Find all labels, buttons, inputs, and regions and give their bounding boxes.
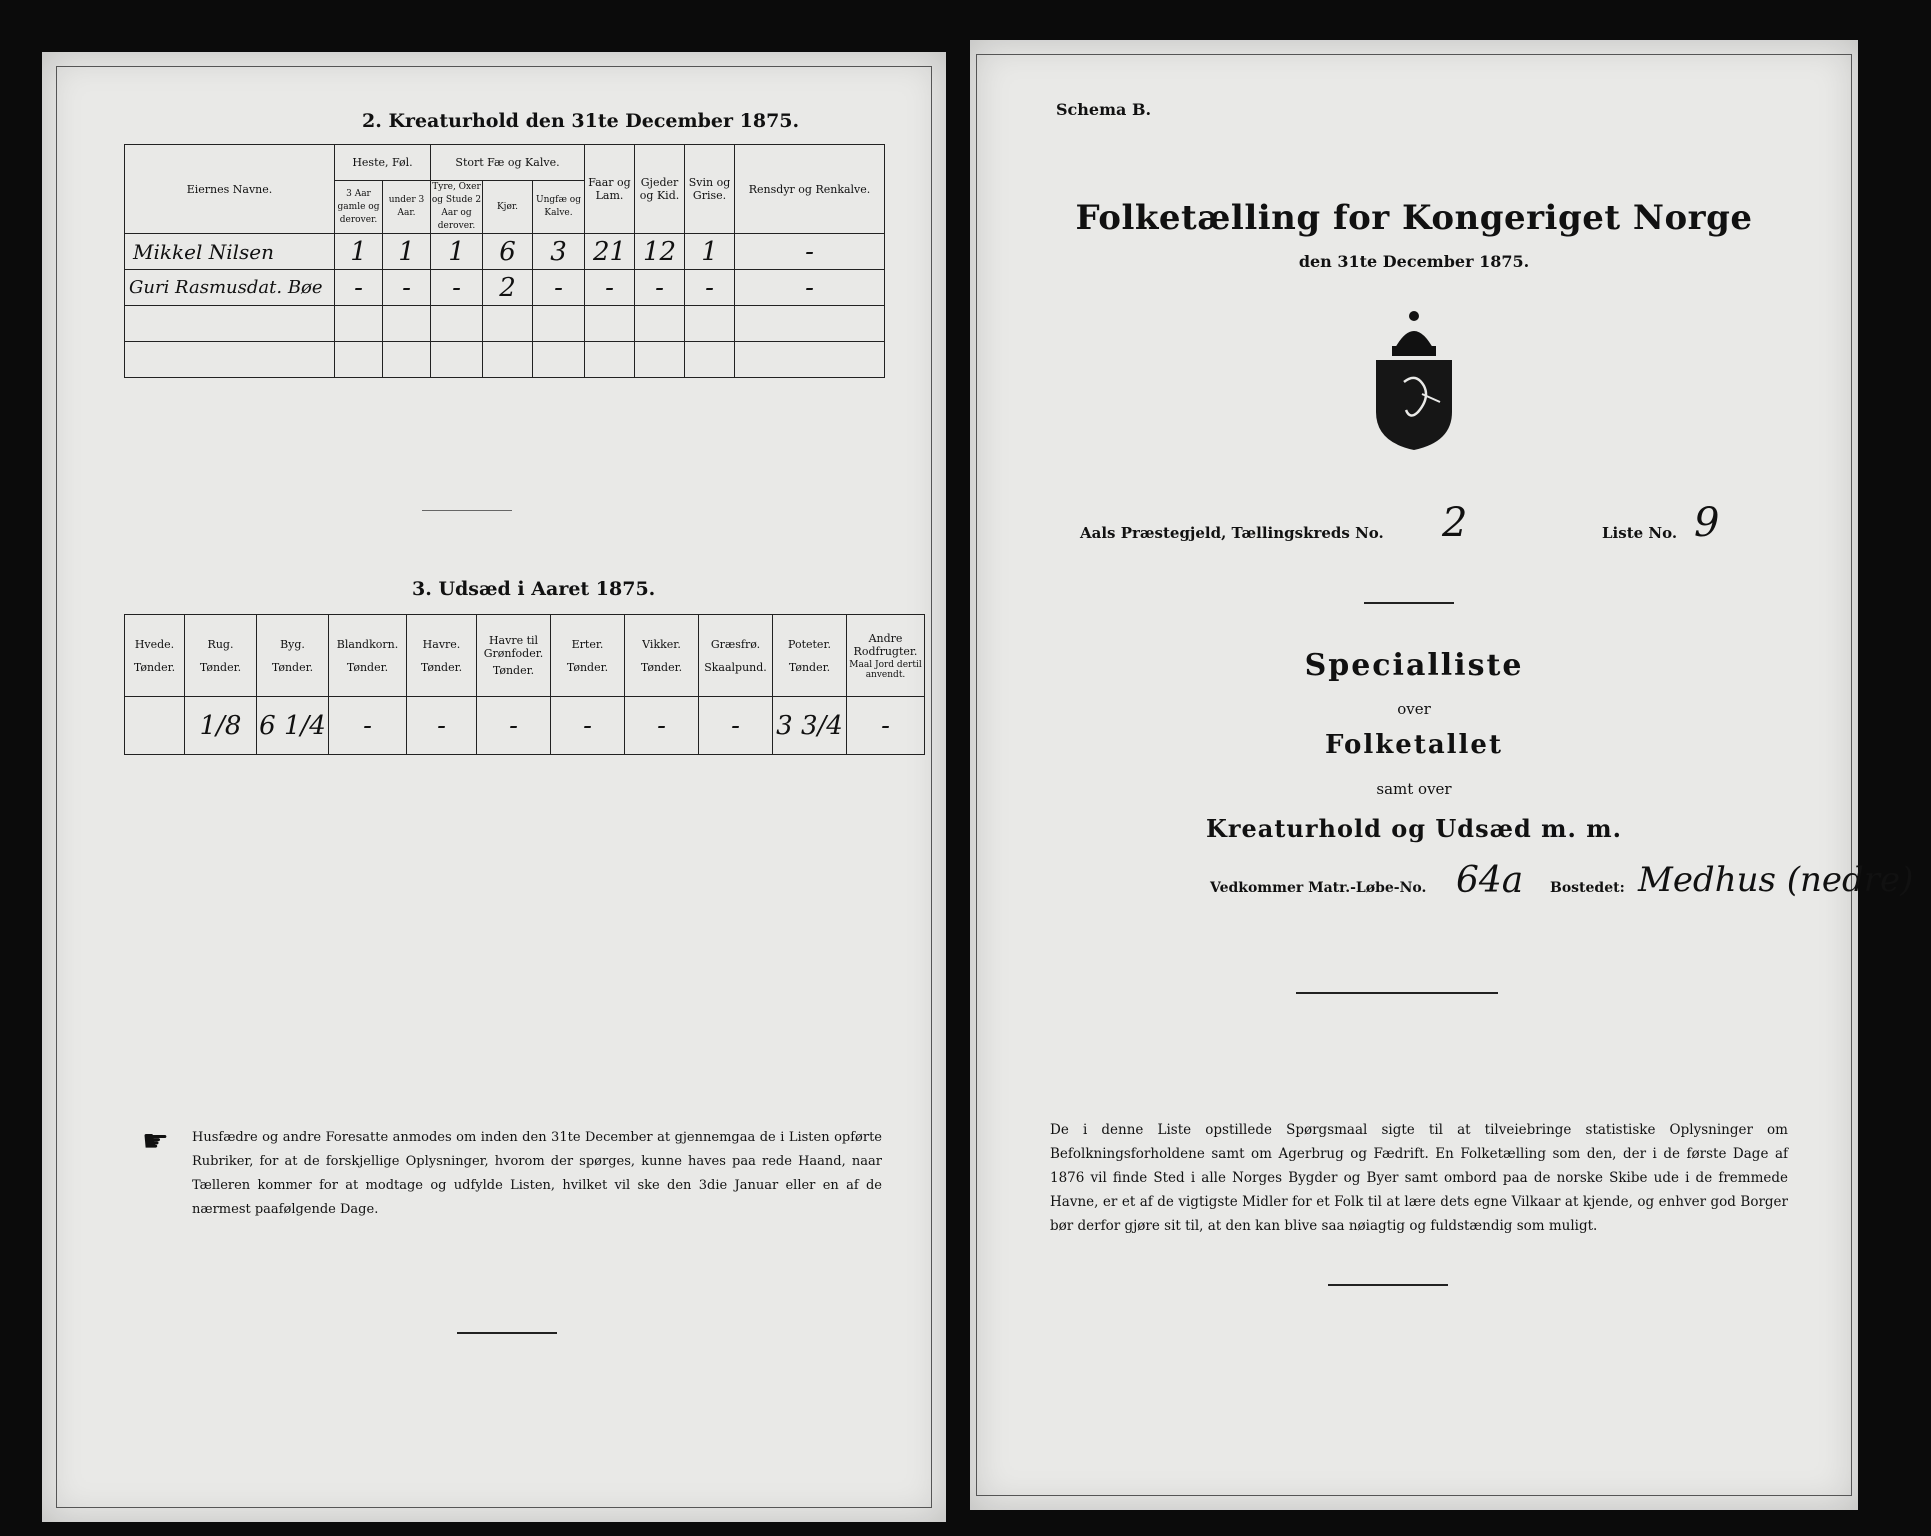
header-pigs: Svin og Grise. (685, 145, 735, 234)
header-sheep: Faar og Lam. (585, 145, 635, 234)
left-page (42, 52, 946, 1522)
folketallet-heading: Folketallet (1325, 730, 1503, 760)
divider (457, 1332, 557, 1334)
owner-name: Mikkel Nilsen (125, 234, 335, 270)
kreaturhold-heading: Kreaturhold og Udsæd m. m. (1206, 814, 1622, 843)
schema-label: Schema B. (1056, 100, 1152, 119)
cell-barley: 6 1/4 (257, 697, 329, 755)
header-grass-seed: Græsfrø. Skaalpund. (699, 615, 773, 697)
cell-horses-3: 1 (335, 234, 383, 270)
section3-title: 3. Udsæd i Aaret 1875. (412, 578, 656, 600)
table-row (125, 306, 885, 342)
header-cattle-b: Kjør. (483, 181, 533, 234)
sowing-table (124, 614, 925, 755)
cell-grass-seed: - (699, 697, 773, 755)
specialliste-heading: Specialliste (1304, 648, 1524, 683)
parish-label: Aals Præstegjeld, Tællingskreds No. (1080, 524, 1384, 542)
cell-reindeer: - (735, 270, 885, 306)
cell-pigs: - (685, 270, 735, 306)
cell-oats: - (407, 697, 477, 755)
divider (422, 510, 512, 511)
cell-goats: 12 (635, 234, 685, 270)
header-horses: Heste, Føl. (335, 145, 431, 181)
cell-horses-3: - (335, 270, 383, 306)
cell-goats: - (635, 270, 685, 306)
matr-label: Vedkommer Matr.-Løbe-No. (1210, 880, 1427, 896)
matr-number: 64a (1456, 860, 1524, 901)
pointing-hand-icon: ☛ (142, 1124, 169, 1159)
main-title: Folketælling for Kongeriget Norge (1075, 198, 1753, 238)
cell-sheep: - (585, 270, 635, 306)
cell-rye: 1/8 (185, 697, 257, 755)
cell-oxen: - (431, 270, 483, 306)
header-owner: Eiernes Navne. (125, 145, 335, 234)
date-line: den 31te December 1875. (1298, 252, 1530, 271)
over-word: over (1397, 700, 1431, 718)
header-wheat: Hvede. Tønder. (125, 615, 185, 697)
owner-name: Guri Rasmusdat. Bøe (125, 270, 335, 306)
list-label: Liste No. (1602, 524, 1678, 542)
cell-mixed-grain: - (329, 697, 407, 755)
info-paragraph: De i denne Liste opstillede Spørgsmaal sigte til at tilveiebringe statistiske Oplysninger om Befolkningsforholdene samt om Agerbrug og Fædrift. En Folketælling som den, der i de første Dage af 1876 vil finde Sted i alle Norges Bygder og Byer samt ombord paa de norske Skibe ude i de fremmede Havne, er et af de vigtigste Midler for et Folk til at lære dets egne Vilkaar at kjende, og enhver god Borger bør derfor gjøre sit til, at den kan blive saa nøiagtig og fuldstændig som muligt. (1050, 1122, 1788, 1234)
header-potatoes: Poteter. Tønder. (773, 615, 847, 697)
list-number: 9 (1694, 500, 1720, 546)
cell-peas: - (551, 697, 625, 755)
header-rye: Rug. Tønder. (185, 615, 257, 697)
cell-vetch: - (625, 697, 699, 755)
divider (1364, 602, 1454, 604)
divider (1328, 1284, 1448, 1286)
section2-title: 2. Kreaturhold den 31te December 1875. (362, 110, 800, 132)
header-peas: Erter. Tønder. (551, 615, 625, 697)
cell-reindeer: - (735, 234, 885, 270)
livestock-table (124, 144, 885, 378)
district-number: 2 (1442, 500, 1468, 546)
cell-horses-u3: - (383, 270, 431, 306)
samt-over-word: samt over (1376, 780, 1452, 798)
cell-oxen: 1 (431, 234, 483, 270)
cell-horses-u3: 1 (383, 234, 431, 270)
table-row (125, 270, 885, 306)
header-horses-b: under 3 Aar. (383, 181, 431, 234)
cell-young: - (533, 270, 585, 306)
cell-sheep: 21 (585, 234, 635, 270)
header-oats-green: Havre til Grønfoder. Tønder. (477, 615, 551, 697)
bosted-label: Bostedet: (1550, 880, 1625, 896)
table-row (125, 342, 885, 378)
header-cattle-a: Tyre, Oxer og Stude 2 Aar og derover. (431, 181, 483, 234)
header-oats: Havre. Tønder. (407, 615, 477, 697)
header-other-roots: Andre Rodfrugter. Maal Jord dertil anvendt. (847, 615, 925, 697)
cell-potatoes: 3 3/4 (773, 697, 847, 755)
header-cattle-c: Ungfæ og Kalve. (533, 181, 585, 234)
header-cattle: Stort Fæ og Kalve. (431, 145, 585, 181)
cell-cows: 2 (483, 270, 533, 306)
bosted-value: Medhus (nedre) (1638, 860, 1914, 900)
header-reindeer: Rensdyr og Renkalve. (735, 145, 885, 234)
header-barley: Byg. Tønder. (257, 615, 329, 697)
table-row (125, 234, 885, 270)
note-text: Husfædre og andre Foresatte anmodes om inden den 31te December at gjennemgaa de i Listen opførte Rubriker, for at de forskjellige Oplysninger, hvorom der spørges, kunne haves paa rede Haand, naar Tælleren kommer for at modtage og udfylde Listen, hvilket vil ske den 3die Januar eller en af de nærmest paafølgende Dage. (192, 1130, 882, 1217)
cell-other-roots: - (847, 697, 925, 755)
divider (1296, 992, 1498, 994)
cell-wheat (125, 697, 185, 755)
right-page (970, 40, 1914, 1510)
coat-of-arms-icon (1364, 302, 1464, 452)
cell-young: 3 (533, 234, 585, 270)
header-vetch: Vikker. Tønder. (625, 615, 699, 697)
header-horses-a: 3 Aar gamle og derover. (335, 181, 383, 234)
table-row (125, 697, 925, 755)
header-goats: Gjeder og Kid. (635, 145, 685, 234)
cell-pigs: 1 (685, 234, 735, 270)
cell-cows: 6 (483, 234, 533, 270)
header-mixed-grain: Blandkorn. Tønder. (329, 615, 407, 697)
cell-oats-green: - (477, 697, 551, 755)
